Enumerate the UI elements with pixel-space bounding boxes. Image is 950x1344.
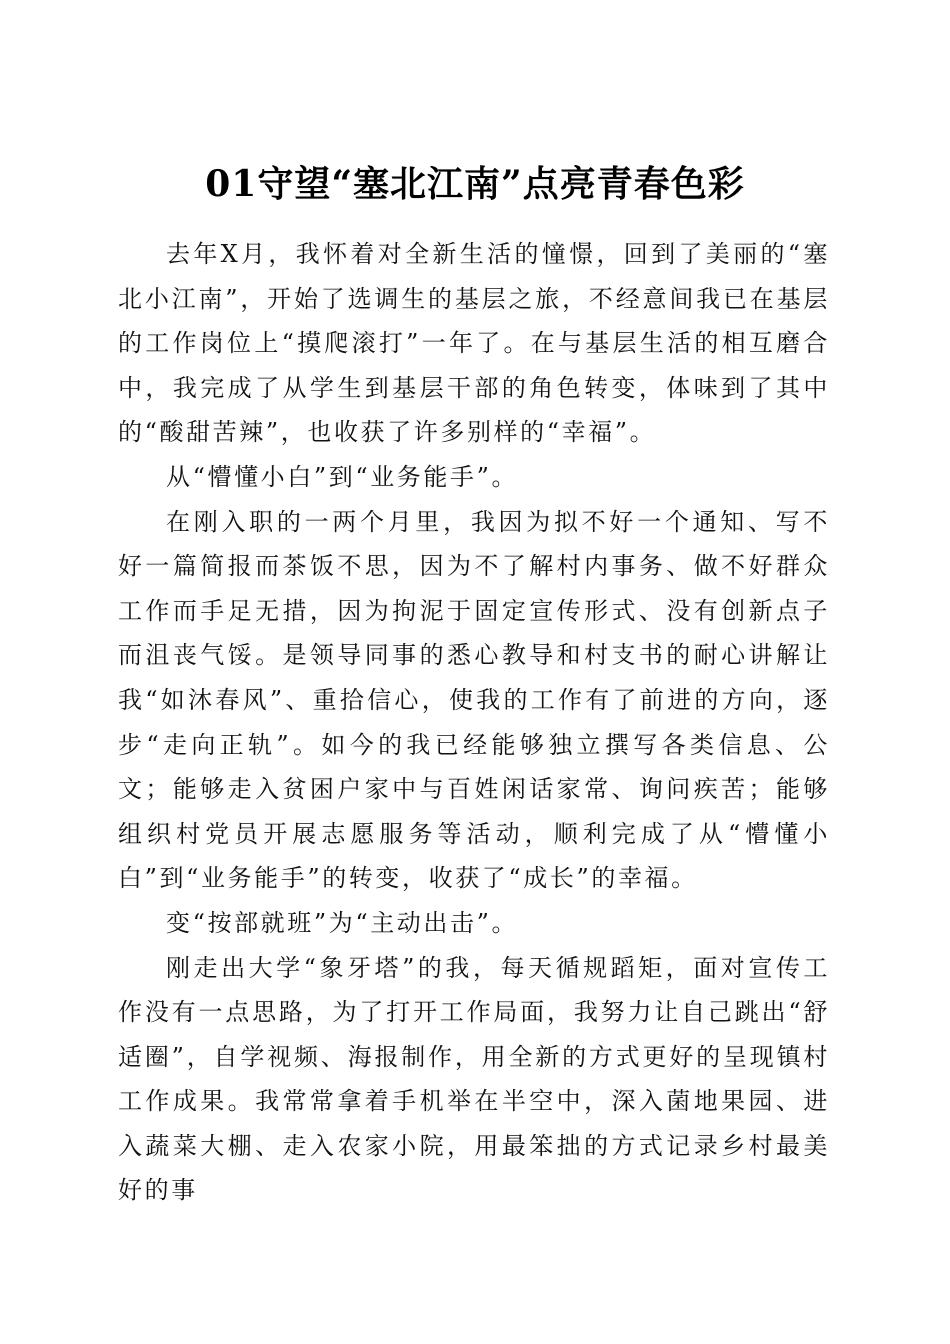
paragraph-heading-initiative: 变“按部就班”为“主动出击”。	[166, 908, 519, 937]
document-title: 01守望“塞北江南”点亮青春色彩	[205, 163, 745, 206]
paragraph-growth: 在刚入职的一两个月里，我因为拟不好一个通知、写不好一篇简报而茶饭不思，因为不了解村内事务、做不好群众工作而手足无措，因为拘泥于固定宣传形式、没有创新点子而沮丧气馁。是领导同事的悉心教导和村支书的耐心讲解让我“如沐春风”、重拾信心，使我的工作有了前进的方向，逐步“走向正轨”。如今的我已经能够独立撰写各类信息、公文；能够走入贫困户家中与百姓闲话家常、询问疾苦；能够组织村党员开展志愿服务等活动，顺利完成了从“懵懂小白”到“业务能手”的转变，收获了“成长”的幸福。	[118, 507, 830, 893]
document-body	[118, 232, 830, 1213]
paragraph-intro: 去年X月，我怀着对全新生活的憧憬，回到了美丽的“塞北小江南”，开始了选调生的基层之旅，不经意间我已在基层的工作岗位上“摸爬滚打”一年了。在与基层生活的相互磨合中，我完成了从学生到基层干部的角色转变，体味到了其中的“酸甜苦辣”，也收获了许多别样的“幸福”。	[118, 240, 830, 447]
paragraph-heading-growth: 从“懵懂小白”到“业务能手”。	[166, 462, 519, 491]
paragraph-initiative: 刚走出大学“象牙塔”的我，每天循规蹈矩，面对宣传工作没有一点思路，为了打开工作局面，我努力让自己跳出“舒适圈”，自学视频、海报制作，用全新的方式更好的呈现镇村工作成果。我常常拿着手机举在半空中，深入菌地果园、进入蔬菜大棚、走入农家小院，用最笨拙的方式记录乡村最美好的事	[118, 953, 830, 1205]
